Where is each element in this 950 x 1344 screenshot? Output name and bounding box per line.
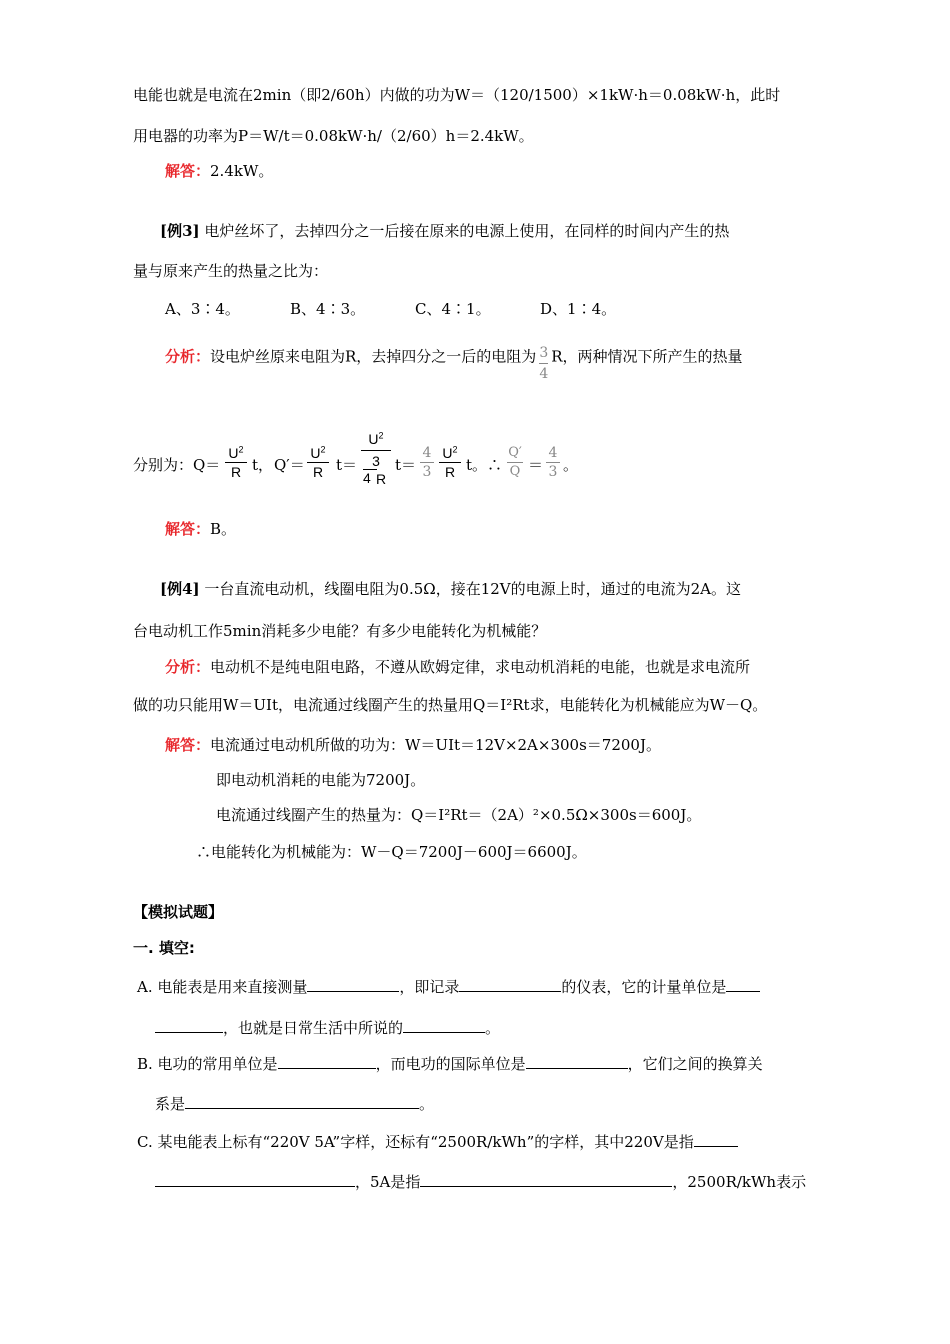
- text-line: 电流通过线圈产生的热量为：Q＝I²Rt＝（2A）²×0.5Ω×300s＝600J。: [216, 806, 702, 824]
- r: R: [444, 464, 456, 480]
- answer-line: [165, 734, 661, 756]
- text-line: 一台直流电动机，线圈电阻为0.5Ω，接在12V的电源上时，通过的电流为2A。这: [204, 580, 742, 598]
- text-span: ，5A是指: [355, 1173, 421, 1191]
- u: U: [228, 445, 239, 461]
- r: R: [376, 471, 387, 487]
- exp: 2: [320, 444, 326, 455]
- u: U: [368, 431, 379, 447]
- blank[interactable]: [459, 975, 561, 992]
- text-line: 电能也就是电流在2min（即2/60h）内做的功为W＝（120/1500）×1kW·h＝0.08kW·h，此时: [133, 86, 781, 104]
- blank[interactable]: [694, 1130, 738, 1147]
- eq-qprime: Q′＝: [274, 456, 305, 474]
- option-a: A、3∶4。: [165, 300, 240, 318]
- d3: 3: [548, 464, 558, 480]
- fraction-u2-r: [225, 444, 247, 481]
- n4: 4: [422, 445, 432, 461]
- text-span: 设电炉丝原来电阻为R，去掉四分之一后的电阻为: [210, 347, 537, 366]
- example-4-tag: [例4]: [160, 580, 200, 598]
- exp: 2: [378, 430, 384, 441]
- text-span: 。: [485, 1019, 501, 1037]
- u: U: [442, 445, 453, 461]
- fraction-4-3-b: [546, 444, 560, 481]
- answer-line: [165, 518, 236, 540]
- blank[interactable]: [185, 1092, 419, 1109]
- question-a-line2: [155, 1016, 500, 1039]
- text-span: 的仪表，它的计量单位是: [561, 978, 727, 996]
- r: R: [312, 464, 324, 480]
- num3: 3: [372, 453, 380, 469]
- u: U: [310, 445, 321, 461]
- text-line: ∴电能转化为机械能为：W－Q＝7200J－600J＝6600J。: [196, 843, 587, 861]
- qprime: Q′: [508, 445, 522, 460]
- text-span: 电动机不是纯电阻电路，不遵从欧姆定律，求电动机消耗的电能，也就是求电流所: [210, 658, 751, 676]
- fraction-u2-r-2: [439, 444, 461, 481]
- answer-text: 电流通过电动机所做的功为：W＝UIt＝12V×2A×300s＝7200J。: [210, 736, 661, 754]
- analysis-line: [165, 656, 750, 678]
- eq-t3: t＝: [395, 456, 417, 474]
- text-span: ，2500R/kWh表示: [672, 1173, 807, 1191]
- fraction-u2-rprime: [307, 444, 329, 481]
- fraction-4-3: [420, 444, 434, 481]
- text-line: 用电器的功率为P＝W/t＝0.08kW·h/（2/60）h＝2.4kW。: [133, 127, 534, 145]
- question-c-line2: [155, 1170, 806, 1193]
- blank[interactable]: [155, 1016, 223, 1033]
- text-line: 即电动机消耗的电能为7200J。: [216, 771, 426, 789]
- exp: 2: [238, 444, 244, 455]
- part-title: 一. 填空:: [133, 939, 195, 957]
- answer-label: 解答：: [165, 162, 211, 180]
- r: R: [230, 464, 242, 480]
- d3: 3: [422, 464, 432, 480]
- fraction: [539, 344, 548, 383]
- eq-end: 。: [563, 456, 579, 474]
- text-span: ，也就是日常生活中所说的: [223, 1019, 404, 1037]
- fraction-qp-q: [507, 444, 523, 481]
- example-3-tag: [例3]: [160, 222, 200, 240]
- answer-text: B。: [210, 520, 237, 538]
- text-span: B. 电功的常用单位是: [137, 1055, 278, 1073]
- analysis-label: 分析：: [165, 658, 211, 676]
- denominator: 4: [539, 366, 549, 382]
- eq-equals: ＝: [528, 456, 544, 474]
- text-span: 系是: [155, 1095, 186, 1113]
- blank[interactable]: [420, 1170, 672, 1187]
- answer-label: 解答：: [165, 520, 211, 538]
- section-title: 【模拟试题】: [133, 903, 224, 921]
- eq-t: t，: [252, 456, 274, 474]
- answer-line: [165, 160, 273, 182]
- question-b-line2: [155, 1092, 434, 1115]
- numerator: 3: [539, 345, 549, 361]
- options-line: [165, 298, 616, 320]
- analysis-line: [165, 338, 743, 382]
- text-line: 量与原来产生的热量之比为：: [133, 262, 329, 280]
- text-line: 电炉丝坏了，去掉四分之一后接在原来的电源上使用，在同样的时间内产生的热: [204, 222, 730, 240]
- eq-t4: t。∴: [466, 456, 503, 474]
- blank[interactable]: [278, 1052, 376, 1069]
- analysis-label: 分析：: [165, 347, 211, 366]
- text-span: 。: [419, 1095, 435, 1113]
- question-c-line1: [137, 1130, 738, 1153]
- exp: 2: [452, 444, 458, 455]
- text-span: ，而电功的国际单位是: [375, 1055, 526, 1073]
- eq-t2: t＝: [336, 456, 358, 474]
- blank[interactable]: [526, 1052, 628, 1069]
- question-b-line1: [137, 1052, 763, 1075]
- question-a-line1: [137, 975, 760, 998]
- blank[interactable]: [307, 975, 399, 992]
- text-span: C. 某电能表上标有“220V 5A”字样，还标有“2500R/kWh”的字样，其中220V是指: [137, 1133, 694, 1151]
- text-span: ，即记录: [399, 978, 460, 996]
- text-span: R，两种情况下所产生的热量: [551, 347, 743, 366]
- blank[interactable]: [403, 1016, 485, 1033]
- eq-prefix: 分别为：Q＝: [133, 456, 221, 474]
- text-span: A. 电能表是用来直接测量: [137, 978, 308, 996]
- text-span: ，它们之间的换算关: [627, 1055, 763, 1073]
- answer-text: 2.4kW。: [210, 162, 274, 180]
- option-b: B、4∶3。: [290, 300, 366, 318]
- q: Q: [509, 464, 521, 479]
- blank[interactable]: [155, 1170, 355, 1187]
- text-line: 台电动机工作5min消耗多少电能？有多少电能转化为机械能？: [133, 622, 547, 640]
- den4: 4: [363, 470, 371, 486]
- option-d: D、1∶4。: [540, 300, 617, 318]
- example-3-line: [160, 220, 729, 242]
- answer-label: 解答：: [165, 736, 211, 754]
- example-4-line: [160, 578, 741, 600]
- option-c: C、4∶1。: [415, 300, 491, 318]
- blank[interactable]: [726, 975, 760, 992]
- text-line: 做的功只能用W＝UIt，电流通过线圈产生的热量用Q＝I²Rt求，电能转化为机械能应为W－Q。: [133, 696, 768, 714]
- n4: 4: [548, 445, 558, 461]
